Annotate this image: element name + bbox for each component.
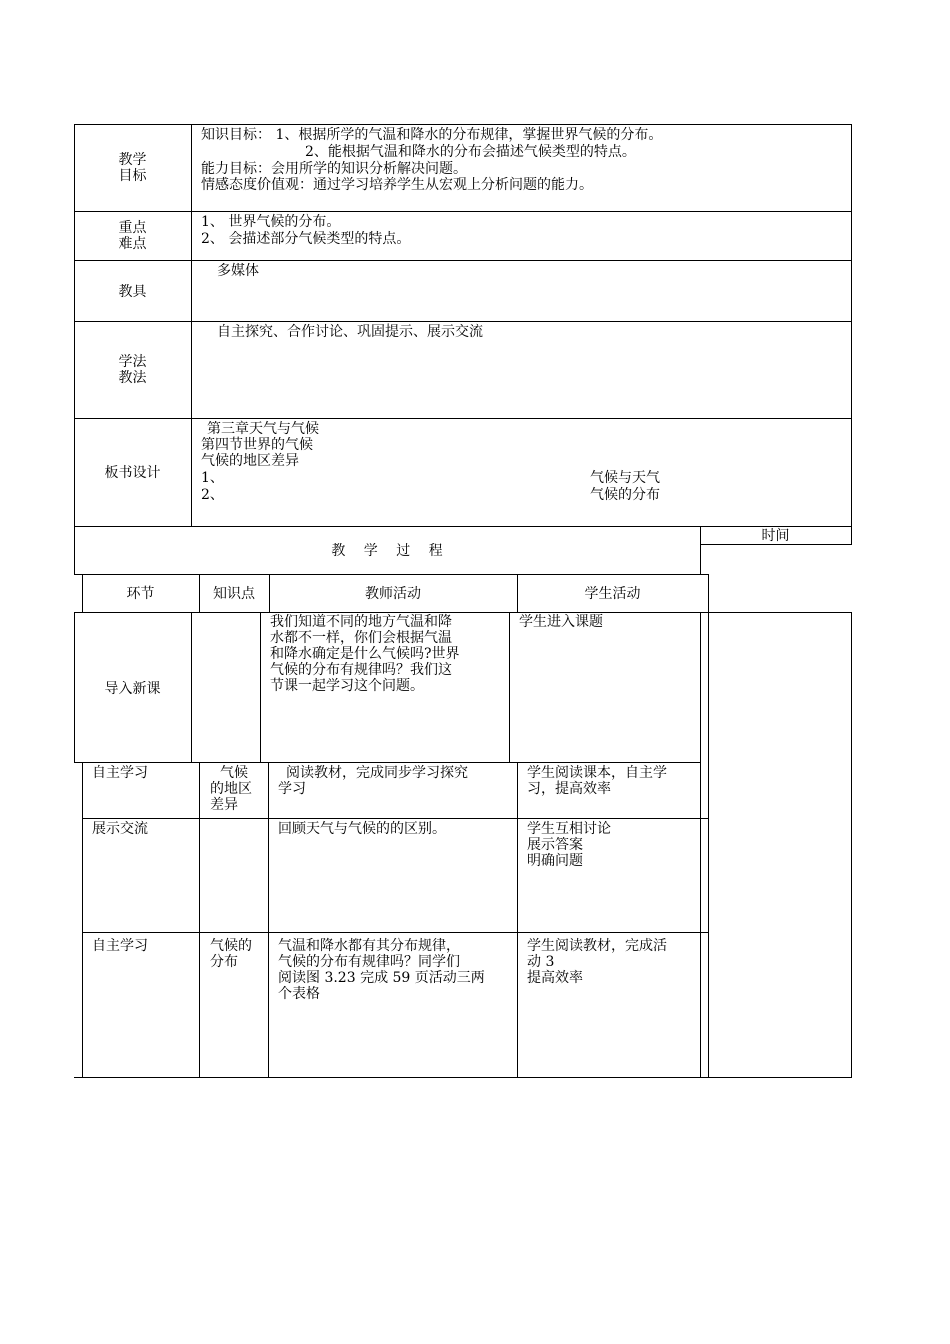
title-row-bottom bbox=[74, 574, 709, 575]
goals-ability: 能力目标：会用所学的知识分析解决问题。 bbox=[201, 161, 467, 177]
tools-label: 教具 bbox=[118, 284, 147, 300]
time-cell-bottom bbox=[700, 544, 852, 545]
row3-bottom bbox=[82, 932, 708, 933]
time-column-right bbox=[851, 612, 852, 1078]
table-border-right bbox=[851, 124, 852, 545]
header-student: 学生活动 bbox=[584, 586, 641, 602]
time-header: 时间 bbox=[761, 528, 790, 544]
methods-value: 自主探究、合作讨论、巩固提示、展示交流 bbox=[217, 324, 483, 340]
board-item-2: 2、 bbox=[201, 487, 224, 503]
goals-attitude: 情感态度价值观：通过学习培养学生从宏观上分析问题的能力。 bbox=[201, 177, 593, 193]
header-stage: 环节 bbox=[126, 586, 155, 602]
row1-divider bbox=[260, 612, 261, 762]
board-chapter: 第三章天气与气候 bbox=[207, 421, 319, 437]
goals-knowledge-line2: 2、能根据气温和降水的分布会描述气候类型的特点。 bbox=[305, 144, 636, 160]
row1-divider bbox=[191, 612, 192, 762]
row1-bottom bbox=[74, 762, 701, 763]
row2-bottom bbox=[82, 818, 708, 819]
row2-student: 学生阅读课本，自主学 习，提高效率 bbox=[527, 765, 667, 797]
key-point-1: 1、 世界气候的分布。 bbox=[201, 214, 341, 230]
key-points-label: 重点 难点 bbox=[118, 220, 147, 252]
row2-knowledge: 气候 的地区 差异 bbox=[210, 765, 252, 813]
header-right bbox=[708, 574, 709, 612]
methods-label: 学法 教法 bbox=[118, 354, 147, 386]
lower-divider bbox=[517, 762, 518, 1078]
goals-label: 教学 目标 bbox=[118, 152, 147, 184]
board-section: 第四节世界的气候 bbox=[201, 437, 313, 453]
row1-student: 学生进入课题 bbox=[519, 614, 603, 630]
goals-knowledge-line1: 知识目标： 1、根据所学的气温和降水的分布规律，掌握世界气候的分布。 bbox=[201, 127, 663, 143]
time-column-left bbox=[700, 612, 701, 1078]
column-divider bbox=[191, 124, 192, 527]
row4-teacher: 气温和降水都有其分布规律， 气候的分布有规律吗？同学们 阅读图 3.23 完成 59 页活动三两 个表格 bbox=[278, 938, 485, 1002]
row4-stage: 自主学习 bbox=[92, 938, 148, 954]
board-topic: 气候的地区差异 bbox=[201, 453, 299, 469]
board-item-1: 1、 bbox=[201, 470, 224, 486]
row4-knowledge: 气候的 分布 bbox=[210, 938, 252, 970]
tools-value: 多媒体 bbox=[217, 263, 259, 279]
table-bottom bbox=[74, 1077, 852, 1078]
row3-teacher: 回顾天气与气候的的区别。 bbox=[278, 821, 446, 837]
row3-stage: 展示交流 bbox=[92, 821, 148, 837]
board-label: 板书设计 bbox=[104, 465, 161, 481]
process-title: 教 学 过 程 bbox=[331, 543, 443, 559]
lower-left bbox=[82, 762, 83, 1078]
row2-stage: 自主学习 bbox=[92, 765, 148, 781]
lower-divider bbox=[199, 762, 200, 1078]
row1-stage: 导入新课 bbox=[104, 681, 161, 697]
row3-student: 学生互相讨论 展示答案 明确问题 bbox=[527, 821, 611, 869]
board-item-1-right: 气候与天气 bbox=[590, 470, 660, 486]
row1-teacher: 我们知道不同的地方气温和降 水都不一样，你们会根据气温 和降水确定是什么气候吗?世界 气候的分布有规律吗？我们这 节课一起学习这个问题。 bbox=[270, 614, 460, 694]
lower-right bbox=[708, 612, 709, 1078]
header-knowledge: 知识点 bbox=[213, 586, 255, 602]
row1-divider bbox=[509, 612, 510, 762]
lower-divider bbox=[268, 762, 269, 1078]
board-item-2-right: 气候的分布 bbox=[590, 487, 660, 503]
row2-teacher: 阅读教材，完成同步学习探究 学习 bbox=[278, 765, 468, 797]
key-point-2: 2、 会描述部分气候类型的特点。 bbox=[201, 231, 411, 247]
row4-student: 学生阅读教材，完成活 动 3 提高效率 bbox=[527, 938, 667, 986]
header-teacher: 教师活动 bbox=[365, 586, 421, 602]
